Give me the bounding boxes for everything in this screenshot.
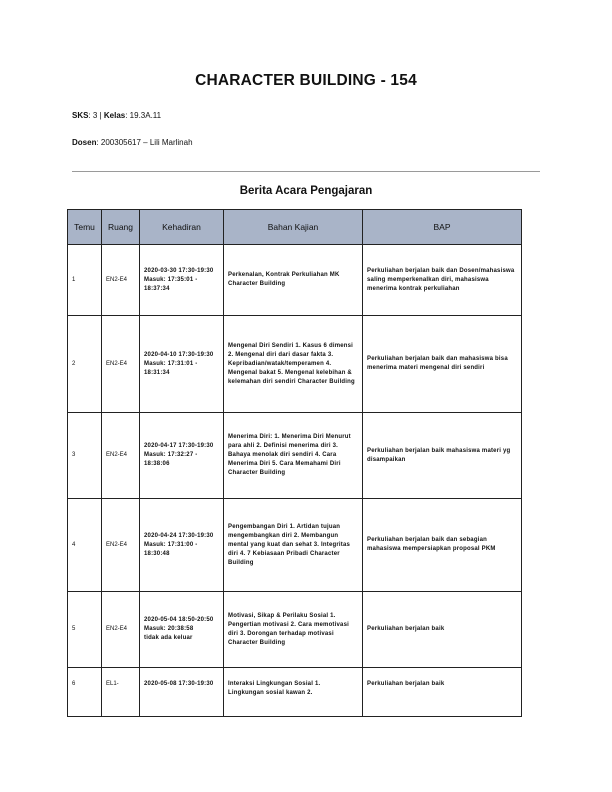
lecturer-line (72, 138, 193, 147)
teaching-record-table (67, 209, 522, 717)
cell-temu: 1 (68, 245, 102, 316)
attendance-checkin: Masuk: 17:32:27 - (144, 452, 198, 458)
cell-bap: Perkuliahan berjalan baik dan sebagian mahasiswa mempersiapkan proposal PKM (363, 499, 522, 592)
attendance-schedule: 2020-04-17 17:30-19:30 (144, 443, 214, 449)
cell-ruang: EN2-E4 (102, 592, 140, 668)
table-row (68, 245, 522, 316)
cell-temu: 3 (68, 413, 102, 499)
attendance-schedule: 2020-05-08 17:30-19:30 (144, 681, 214, 687)
table-header-row (68, 210, 522, 245)
cell-bap: Perkuliahan berjalan baik dan Dosen/mahasiswa saling memperkenalkan diri, mahasiswa menerima kontrak perkuliahan (363, 245, 522, 316)
cell-temu: 4 (68, 499, 102, 592)
cell-bahan-kajian: Motivasi, Sikap & Perilaku Sosial 1. Pengertian motivasi 2. Cara memotivasi diri 3. Dorongan terhadap motivasi Character Building (224, 592, 363, 668)
cell-bap: Perkuliahan berjalan baik (363, 592, 522, 668)
attendance-schedule: 2020-04-24 17:30-19:30 (144, 532, 214, 539)
header-temu: Temu (68, 210, 102, 245)
cell-temu: 6 (68, 668, 102, 717)
cell-kehadiran (140, 413, 224, 499)
table-row (68, 413, 522, 499)
attendance-checkin: Masuk: 17:35:01 - (144, 276, 198, 283)
attendance-checkout: 18:30:48 (144, 550, 170, 557)
table-row (68, 316, 522, 413)
cell-kehadiran (140, 245, 224, 316)
cell-bahan-kajian: Pengembangan Diri 1. Artidan tujuan mengembangkan diri 2. Membangun mental yang kuat dan sehat 3. Integritas diri 4. 7 Kebiasaan Pribadi Character Building (224, 499, 363, 592)
table-row (68, 592, 522, 668)
attendance-checkout: 18:31:34 (144, 369, 170, 376)
course-meta-line (72, 111, 161, 120)
cell-temu: 5 (68, 592, 102, 668)
table-row (68, 668, 522, 717)
cell-bap: Perkuliahan berjalan baik dan mahasiswa bisa menerima materi mengenal diri sendiri (363, 316, 522, 413)
attendance-checkin: Masuk: 17:31:00 - (144, 541, 198, 548)
cell-ruang: EN2-E4 (102, 316, 140, 413)
dosen-value: : 200305617 – Lili Marlinah (96, 138, 193, 147)
cell-ruang: EN2-E4 (102, 499, 140, 592)
cell-kehadiran (140, 592, 224, 668)
cell-bap: Perkuliahan berjalan baik (363, 668, 522, 717)
kelas-value: : 19.3A.11 (125, 111, 162, 120)
header-kehadiran: Kehadiran (140, 210, 224, 245)
attendance-schedule: 2020-04-10 17:30-19:30 (144, 351, 214, 358)
table-row (68, 499, 522, 592)
attendance-checkout: tidak ada keluar (144, 635, 193, 641)
cell-bahan-kajian: Menerima Diri: 1. Menerima Diri Menurut para ahli 2. Definisi menerima diri 3. Bahaya menolak diri sendiri 4. Cara Menerima Diri 5. Cara Memahami Diri Character Building (224, 413, 363, 499)
cell-ruang: EN2-E4 (102, 245, 140, 316)
cell-kehadiran (140, 499, 224, 592)
cell-bahan-kajian: Interaksi Lingkungan Sosial 1. Lingkungan sosial kawan 2. (224, 668, 363, 717)
cell-temu: 2 (68, 316, 102, 413)
attendance-schedule: 2020-03-30 17:30-19:30 (144, 267, 214, 274)
horizontal-divider (72, 171, 540, 172)
course-title: CHARACTER BUILDING - 154 (195, 72, 417, 89)
attendance-checkin: Masuk: 17:31:01 - (144, 360, 198, 367)
header-bahan-kajian: Bahan Kajian (224, 210, 363, 245)
cell-kehadiran (140, 316, 224, 413)
dosen-label: Dosen (72, 138, 97, 147)
kelas-label: Kelas (103, 111, 126, 120)
cell-bap: Perkuliahan berjalan baik mahasiswa materi yg disampaikan (363, 413, 522, 499)
cell-ruang: EN2-E4 (102, 413, 140, 499)
cell-bahan-kajian: Perkenalan, Kontrak Perkuliahan MK Character Building (224, 245, 363, 316)
cell-ruang: EL1- (102, 668, 140, 717)
sks-label: SKS (72, 111, 89, 120)
attendance-checkin: Masuk: 20:38:58 (144, 626, 194, 632)
header-bap: BAP (363, 210, 522, 245)
attendance-checkout: 18:38:06 (144, 461, 170, 467)
cell-kehadiran (140, 668, 224, 717)
attendance-checkout: 18:37:34 (144, 285, 170, 292)
section-title: Berita Acara Pengajaran (239, 185, 373, 197)
header-ruang: Ruang (102, 210, 140, 245)
sks-value: : 3 | (88, 111, 104, 120)
attendance-schedule: 2020-05-04 18:50-20:50 (144, 617, 214, 623)
cell-bahan-kajian: Mengenal Diri Sendiri 1. Kasus 6 dimensi 2. Mengenal diri dari dasar fakta 3. Kepribadian/watak/temperamen 4. Mengenal bakat 5. Mengenal kelebihan & kelemahan diri sendiri Character Building (224, 316, 363, 413)
